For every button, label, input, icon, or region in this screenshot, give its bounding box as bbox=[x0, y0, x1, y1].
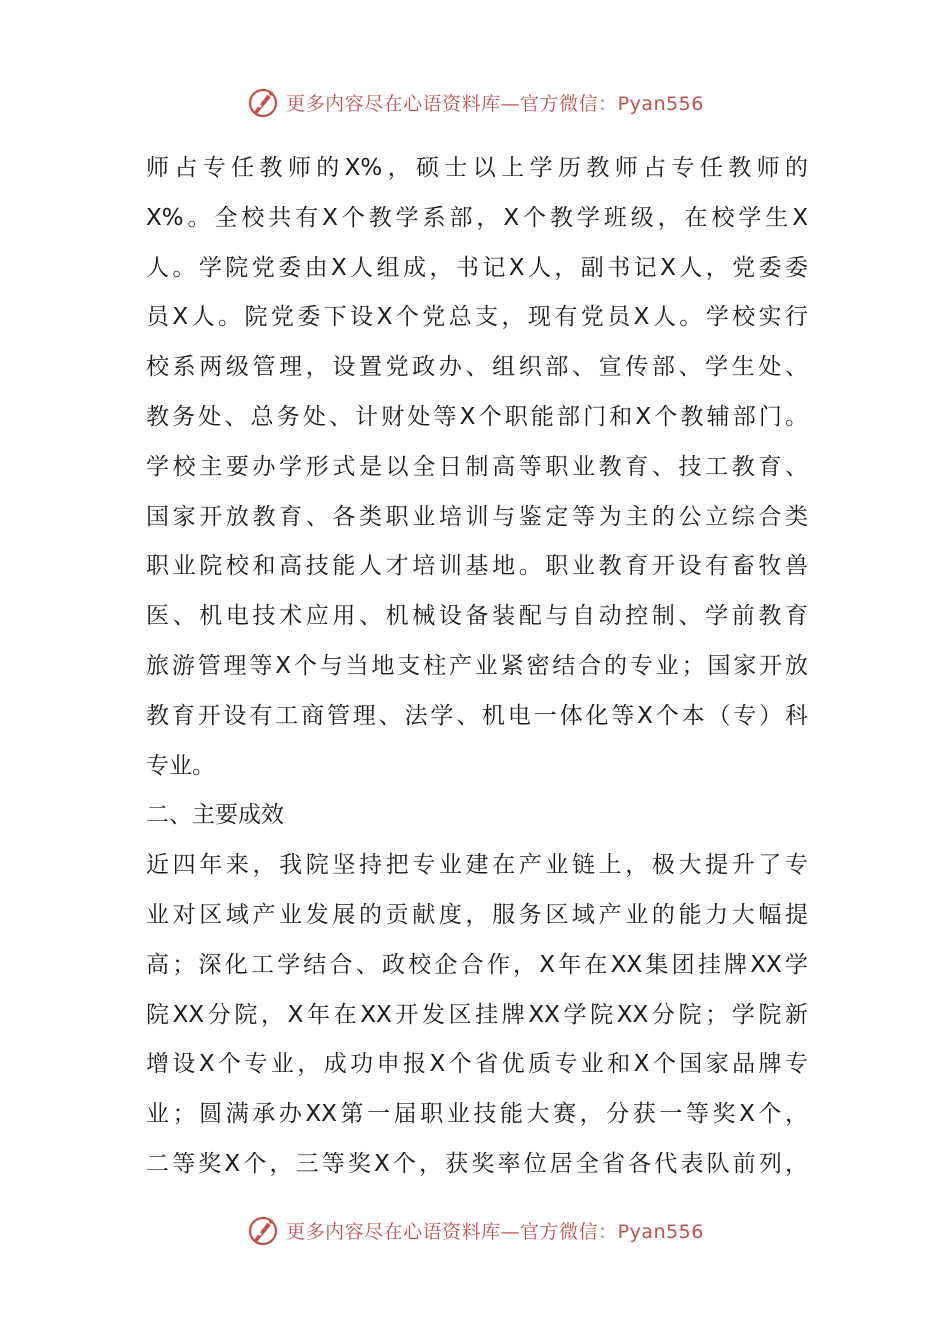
body-line: 人。学院党委由X人组成，书记X人，副书记X人，党委委 bbox=[146, 254, 808, 281]
body-line: 师占专任教师的X%，硕士以上学历教师占专任教师的 bbox=[146, 155, 808, 181]
body-line: 增设X个专业，成功申报X个省优质专业和X个国家品牌专 bbox=[146, 1051, 808, 1078]
banner-wechat-id: Pyan556 bbox=[617, 92, 704, 115]
body-line: X%。全校共有X个教学系部，X个教学班级，在校学生X bbox=[146, 204, 808, 231]
body-line: 旅游管理等X个与当地支柱产业紧密结合的专业；国家开放 bbox=[146, 652, 808, 679]
body-line: 业对区域产业发展的贡献度，服务区域产业的能力大幅提 bbox=[146, 901, 808, 928]
body-line: 医、机电技术应用、机械设备装配与自动控制、学前教育 bbox=[146, 603, 808, 630]
footer-watermark-banner bbox=[0, 1208, 950, 1252]
document-body bbox=[146, 144, 808, 1190]
body-line: 教务处、总务处、计财处等X个职能部门和X个教辅部门。 bbox=[146, 403, 808, 430]
banner-text bbox=[286, 1217, 704, 1244]
body-line: 教育开设有工商管理、法学、机电一体化等X个本（专）科 bbox=[146, 702, 808, 729]
pen-nib-circle-icon bbox=[246, 84, 282, 120]
section-heading: 二、主要成效 bbox=[146, 802, 284, 829]
body-line: 业；圆满承办XX第一届职业技能大赛，分获一等奖X个， bbox=[146, 1101, 808, 1128]
body-line: 员X人。院党委下设X个党总支，现有党员X人。学校实行 bbox=[146, 304, 808, 331]
header-watermark-banner bbox=[0, 80, 950, 124]
body-line: 职业院校和高技能人才培训基地。职业教育开设有畜牧兽 bbox=[146, 553, 808, 580]
body-line: 校系两级管理，设置党政办、组织部、宣传部、学生处、 bbox=[146, 354, 808, 381]
banner-label: 更多内容尽在心语资料库—官方微信： bbox=[286, 1220, 618, 1243]
banner-label: 更多内容尽在心语资料库—官方微信： bbox=[286, 92, 618, 115]
pen-nib-circle-icon bbox=[246, 1212, 282, 1248]
banner-wechat-id: Pyan556 bbox=[617, 1220, 704, 1243]
body-line: 高；深化工学结合、政校企合作，X年在XX集团挂牌XX学 bbox=[146, 951, 808, 978]
body-line: 院XX分院，X年在XX开发区挂牌XX学院XX分院；学院新 bbox=[146, 1001, 808, 1028]
body-line: 近四年来，我院坚持把专业建在产业链上，极大提升了专 bbox=[146, 852, 808, 879]
body-line: 国家开放教育、各类职业培训与鉴定等为主的公立综合类 bbox=[146, 503, 808, 530]
body-line: 专业。 bbox=[146, 752, 215, 779]
body-line: 学校主要办学形式是以全日制高等职业教育、技工教育、 bbox=[146, 453, 808, 480]
body-line: 二等奖X个，三等奖X个，获奖率位居全省各代表队前列， bbox=[146, 1150, 808, 1177]
banner-text bbox=[286, 89, 704, 116]
